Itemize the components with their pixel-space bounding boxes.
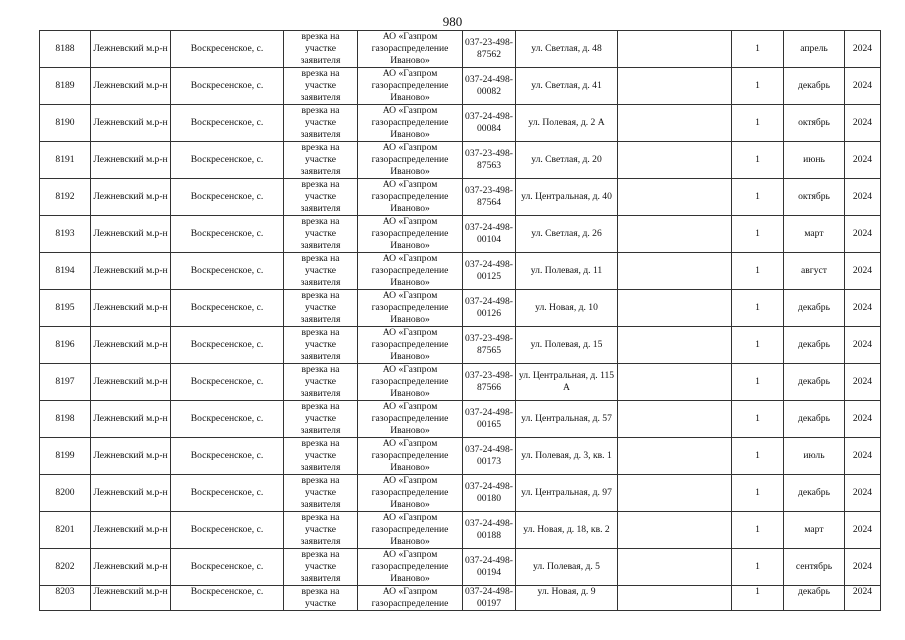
quantity-cell: 1	[732, 179, 784, 216]
month-cell: июль	[784, 438, 845, 475]
quantity-cell: 1	[732, 512, 784, 549]
address-cell: ул. Полевая, д. 11	[516, 253, 618, 290]
district-cell: Лежневский м.р-н	[91, 290, 171, 327]
work-type-cell: врезка на участке заявителя	[284, 364, 358, 401]
table-row	[40, 142, 881, 179]
year-cell: 2024	[845, 31, 881, 68]
table-row	[40, 364, 881, 401]
page-number: 980	[442, 14, 463, 29]
settlement-cell: Воскресенское, с.	[171, 549, 284, 586]
address-cell: ул. Светлая, д. 20	[516, 142, 618, 179]
organization-cell: АО «Газпром газораспределение Иваново»	[358, 253, 463, 290]
contract-code-cell: 037-24-498-00165	[463, 401, 516, 438]
organization-cell: АО «Газпром газораспределение Иваново»	[358, 216, 463, 253]
address-cell: ул. Светлая, д. 48	[516, 31, 618, 68]
work-type-cell: врезка на участке заявителя	[284, 142, 358, 179]
settlement-cell: Воскресенское, с.	[171, 438, 284, 475]
work-type-cell: врезка на участке	[284, 586, 358, 611]
address-cell: ул. Светлая, д. 26	[516, 216, 618, 253]
record-number: 8202	[40, 549, 91, 586]
blank-cell	[618, 253, 732, 290]
quantity-cell: 1	[732, 31, 784, 68]
month-cell: декабрь	[784, 327, 845, 364]
settlement-cell: Воскресенское, с.	[171, 253, 284, 290]
district-cell: Лежневский м.р-н	[91, 179, 171, 216]
table-row	[40, 105, 881, 142]
address-cell: ул. Центральная, д. 115 А	[516, 364, 618, 401]
record-number: 8192	[40, 179, 91, 216]
organization-cell: АО «Газпром газораспределение Иваново»	[358, 68, 463, 105]
quantity-cell: 1	[732, 586, 784, 611]
table-row	[40, 549, 881, 586]
district-cell: Лежневский м.р-н	[91, 364, 171, 401]
contract-code-cell: 037-23-498-87562	[463, 31, 516, 68]
month-cell: август	[784, 253, 845, 290]
work-type-cell: врезка на участке заявителя	[284, 105, 358, 142]
work-type-cell: врезка на участке заявителя	[284, 290, 358, 327]
blank-cell	[618, 31, 732, 68]
blank-cell	[618, 438, 732, 475]
district-cell: Лежневский м.р-н	[91, 549, 171, 586]
year-cell: 2024	[845, 68, 881, 105]
quantity-cell: 1	[732, 438, 784, 475]
record-number: 8195	[40, 290, 91, 327]
blank-cell	[618, 327, 732, 364]
contract-code-cell: 037-24-498-00125	[463, 253, 516, 290]
table-row	[40, 401, 881, 438]
address-cell: ул. Полевая, д. 5	[516, 549, 618, 586]
record-number: 8190	[40, 105, 91, 142]
settlement-cell: Воскресенское, с.	[171, 586, 284, 611]
year-cell: 2024	[845, 179, 881, 216]
organization-cell: АО «Газпром газораспределение Иваново»	[358, 438, 463, 475]
quantity-cell: 1	[732, 216, 784, 253]
month-cell: декабрь	[784, 586, 845, 611]
record-number: 8193	[40, 216, 91, 253]
address-cell: ул. Центральная, д. 97	[516, 475, 618, 512]
year-cell: 2024	[845, 512, 881, 549]
month-cell: декабрь	[784, 68, 845, 105]
month-cell: октябрь	[784, 105, 845, 142]
month-cell: март	[784, 216, 845, 253]
year-cell: 2024	[845, 253, 881, 290]
quantity-cell: 1	[732, 290, 784, 327]
table-row	[40, 179, 881, 216]
blank-cell	[618, 549, 732, 586]
district-cell: Лежневский м.р-н	[91, 142, 171, 179]
blank-cell	[618, 475, 732, 512]
organization-cell: АО «Газпром газораспределение Иваново»	[358, 401, 463, 438]
organization-cell: АО «Газпром газораспределение Иваново»	[358, 290, 463, 327]
organization-cell: АО «Газпром газораспределение Иваново»	[358, 475, 463, 512]
settlement-cell: Воскресенское, с.	[171, 31, 284, 68]
contract-code-cell: 037-24-498-00126	[463, 290, 516, 327]
settlement-cell: Воскресенское, с.	[171, 142, 284, 179]
settlement-cell: Воскресенское, с.	[171, 401, 284, 438]
contract-code-cell: 037-24-498-00180	[463, 475, 516, 512]
district-cell: Лежневский м.р-н	[91, 31, 171, 68]
settlement-cell: Воскресенское, с.	[171, 216, 284, 253]
blank-cell	[618, 179, 732, 216]
blank-cell	[618, 364, 732, 401]
work-type-cell: врезка на участке заявителя	[284, 327, 358, 364]
table-row	[40, 216, 881, 253]
table-row	[40, 31, 881, 68]
blank-cell	[618, 105, 732, 142]
district-cell: Лежневский м.р-н	[91, 438, 171, 475]
district-cell: Лежневский м.р-н	[91, 401, 171, 438]
table-row	[40, 327, 881, 364]
contract-code-cell: 037-24-498-00194	[463, 549, 516, 586]
contract-code-cell: 037-23-498-87564	[463, 179, 516, 216]
address-cell: ул. Новая, д. 18, кв. 2	[516, 512, 618, 549]
organization-cell: АО «Газпром газораспределение Иваново»	[358, 364, 463, 401]
address-cell: ул. Новая, д. 9	[516, 586, 618, 611]
quantity-cell: 1	[732, 364, 784, 401]
quantity-cell: 1	[732, 401, 784, 438]
quantity-cell: 1	[732, 142, 784, 179]
organization-cell: АО «Газпром газораспределение Иваново»	[358, 327, 463, 364]
record-number: 8194	[40, 253, 91, 290]
contract-code-cell: 037-24-498-00104	[463, 216, 516, 253]
quantity-cell: 1	[732, 327, 784, 364]
quantity-cell: 1	[732, 475, 784, 512]
year-cell: 2024	[845, 142, 881, 179]
district-cell: Лежневский м.р-н	[91, 105, 171, 142]
work-type-cell: врезка на участке заявителя	[284, 68, 358, 105]
district-cell: Лежневский м.р-н	[91, 216, 171, 253]
settlement-cell: Воскресенское, с.	[171, 327, 284, 364]
year-cell: 2024	[845, 290, 881, 327]
record-number: 8191	[40, 142, 91, 179]
work-type-cell: врезка на участке заявителя	[284, 475, 358, 512]
contract-code-cell: 037-24-498-00084	[463, 105, 516, 142]
table-row	[40, 512, 881, 549]
district-cell: Лежневский м.р-н	[91, 68, 171, 105]
contract-code-cell: 037-23-498-87565	[463, 327, 516, 364]
district-cell: Лежневский м.р-н	[91, 586, 171, 611]
address-cell: ул. Полевая, д. 15	[516, 327, 618, 364]
district-cell: Лежневский м.р-н	[91, 475, 171, 512]
month-cell: июнь	[784, 142, 845, 179]
work-type-cell: врезка на участке заявителя	[284, 31, 358, 68]
year-cell: 2024	[845, 364, 881, 401]
district-cell: Лежневский м.р-н	[91, 512, 171, 549]
contract-code-cell: 037-23-498-87566	[463, 364, 516, 401]
work-type-cell: врезка на участке заявителя	[284, 438, 358, 475]
record-number: 8197	[40, 364, 91, 401]
settlement-cell: Воскресенское, с.	[171, 290, 284, 327]
district-cell: Лежневский м.р-н	[91, 253, 171, 290]
address-cell: ул. Светлая, д. 41	[516, 68, 618, 105]
quantity-cell: 1	[732, 549, 784, 586]
record-number: 8189	[40, 68, 91, 105]
table-row	[40, 290, 881, 327]
settlement-cell: Воскресенское, с.	[171, 475, 284, 512]
quantity-cell: 1	[732, 105, 784, 142]
organization-cell: АО «Газпром газораспределение Иваново»	[358, 31, 463, 68]
organization-cell: АО «Газпром газораспределение Иваново»	[358, 105, 463, 142]
month-cell: декабрь	[784, 475, 845, 512]
work-type-cell: врезка на участке заявителя	[284, 512, 358, 549]
blank-cell	[618, 586, 732, 611]
organization-cell: АО «Газпром газораспределение	[358, 586, 463, 611]
table-row	[40, 438, 881, 475]
address-cell: ул. Новая, д. 10	[516, 290, 618, 327]
contract-code-cell: 037-24-498-00188	[463, 512, 516, 549]
year-cell: 2024	[845, 475, 881, 512]
year-cell: 2024	[845, 438, 881, 475]
contract-code-cell: 037-24-498-00082	[463, 68, 516, 105]
table-row	[40, 586, 881, 611]
year-cell: 2024	[845, 327, 881, 364]
organization-cell: АО «Газпром газораспределение Иваново»	[358, 549, 463, 586]
work-type-cell: врезка на участке заявителя	[284, 401, 358, 438]
blank-cell	[618, 290, 732, 327]
settlement-cell: Воскресенское, с.	[171, 68, 284, 105]
quantity-cell: 1	[732, 68, 784, 105]
year-cell: 2024	[845, 401, 881, 438]
address-cell: ул. Полевая, д. 2 А	[516, 105, 618, 142]
blank-cell	[618, 401, 732, 438]
work-type-cell: врезка на участке заявителя	[284, 549, 358, 586]
organization-cell: АО «Газпром газораспределение Иваново»	[358, 512, 463, 549]
work-type-cell: врезка на участке заявителя	[284, 253, 358, 290]
settlement-cell: Воскресенское, с.	[171, 105, 284, 142]
records-table-body	[40, 31, 881, 611]
month-cell: сентябрь	[784, 549, 845, 586]
month-cell: март	[784, 512, 845, 549]
month-cell: апрель	[784, 31, 845, 68]
settlement-cell: Воскресенское, с.	[171, 364, 284, 401]
table-row	[40, 475, 881, 512]
record-number: 8203	[40, 586, 91, 611]
records-table	[39, 30, 881, 611]
work-type-cell: врезка на участке заявителя	[284, 179, 358, 216]
blank-cell	[618, 68, 732, 105]
year-cell: 2024	[845, 586, 881, 611]
record-number: 8188	[40, 31, 91, 68]
blank-cell	[618, 216, 732, 253]
address-cell: ул. Полевая, д. 3, кв. 1	[516, 438, 618, 475]
contract-code-cell: 037-23-498-87563	[463, 142, 516, 179]
settlement-cell: Воскресенское, с.	[171, 179, 284, 216]
record-number: 8199	[40, 438, 91, 475]
quantity-cell: 1	[732, 253, 784, 290]
record-number: 8200	[40, 475, 91, 512]
table-row	[40, 68, 881, 105]
district-cell: Лежневский м.р-н	[91, 327, 171, 364]
month-cell: декабрь	[784, 290, 845, 327]
organization-cell: АО «Газпром газораспределение Иваново»	[358, 142, 463, 179]
year-cell: 2024	[845, 549, 881, 586]
blank-cell	[618, 512, 732, 549]
table-row	[40, 253, 881, 290]
contract-code-cell: 037-24-498-00197	[463, 586, 516, 611]
blank-cell	[618, 142, 732, 179]
year-cell: 2024	[845, 216, 881, 253]
address-cell: ул. Центральная, д. 57	[516, 401, 618, 438]
organization-cell: АО «Газпром газораспределение Иваново»	[358, 179, 463, 216]
record-number: 8196	[40, 327, 91, 364]
month-cell: октябрь	[784, 179, 845, 216]
work-type-cell: врезка на участке заявителя	[284, 216, 358, 253]
record-number: 8201	[40, 512, 91, 549]
month-cell: декабрь	[784, 364, 845, 401]
address-cell: ул. Центральная, д. 40	[516, 179, 618, 216]
record-number: 8198	[40, 401, 91, 438]
month-cell: декабрь	[784, 401, 845, 438]
contract-code-cell: 037-24-498-00173	[463, 438, 516, 475]
year-cell: 2024	[845, 105, 881, 142]
settlement-cell: Воскресенское, с.	[171, 512, 284, 549]
